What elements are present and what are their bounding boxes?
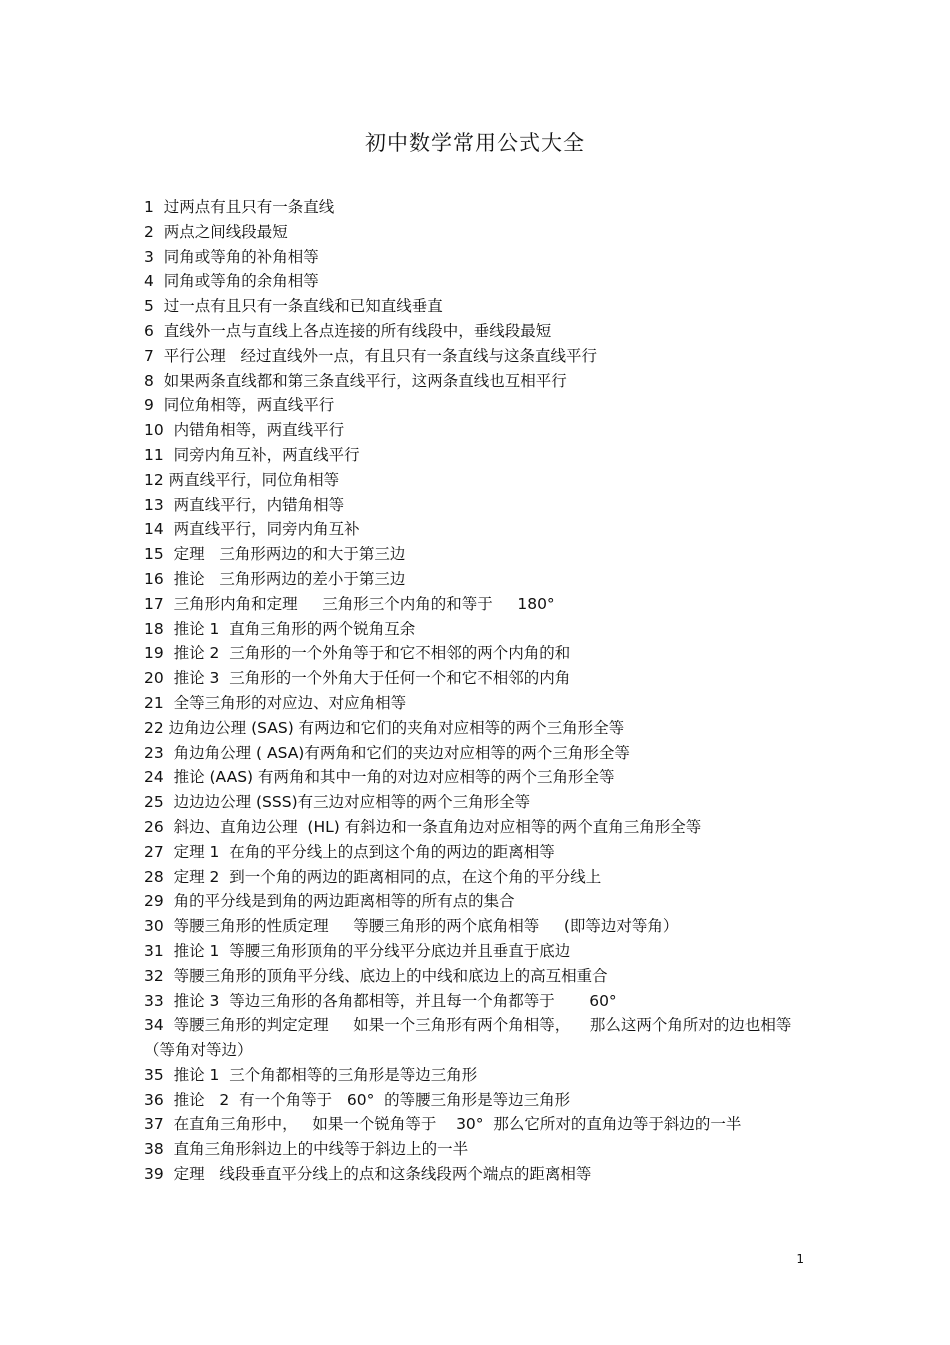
list-item: 33 推论 3 等边三角形的各角都相等，并且每一个角都等于 60° — [144, 991, 617, 1010]
list-item: 26 斜边、直角边公理 (HL) 有斜边和一条直角边对应相等的两个直角三角形全等 — [144, 817, 702, 836]
list-item: 9 同位角相等，两直线平行 — [144, 396, 335, 415]
list-item: 5 过一点有且只有一条直线和已知直线垂直 — [144, 297, 443, 316]
list-item: 25 边边边公理 (SSS)有三边对应相等的两个三角形全等 — [144, 793, 531, 812]
list-item: 38 直角三角形斜边上的中线等于斜边上的一半 — [144, 1140, 469, 1159]
list-item: 22 边角边公理 (SAS) 有两边和它们的夹角对应相等的两个三角形全等 — [144, 718, 625, 737]
list-item: 24 推论 (AAS) 有两角和其中一角的对边对应相等的两个三角形全等 — [144, 768, 615, 787]
list-item: 31 推论 1 等腰三角形顶角的平分线平分底边并且垂直于底边 — [144, 941, 571, 960]
list-item: 6 直线外一点与直线上各点连接的所有线段中，垂线段最短 — [144, 321, 552, 340]
list-item: 18 推论 1 直角三角形的两个锐角互余 — [144, 619, 416, 638]
list-item: 20 推论 3 三角形的一个外角大于任何一个和它不相邻的内角 — [144, 669, 571, 688]
list-item: 8 如果两条直线都和第三条直线平行，这两条直线也互相平行 — [144, 371, 567, 390]
page-number: 1 — [796, 1252, 804, 1266]
list-item: 30 等腰三角形的性质定理 等腰三角形的两个底角相等 (即等边对等角） — [144, 917, 679, 936]
list-item: 7 平行公理 经过直线外一点，有且只有一条直线与这条直线平行 — [144, 346, 597, 365]
list-item: 2 两点之间线段最短 — [144, 222, 288, 241]
list-item: 11 同旁内角互补，两直线平行 — [144, 445, 360, 464]
list-item: 16 推论 三角形两边的差小于第三边 — [144, 569, 406, 588]
list-item: 39 定理 线段垂直平分线上的点和这条线段两个端点的距离相等 — [144, 1165, 592, 1184]
list-item: 13 两直线平行，内错角相等 — [144, 495, 345, 514]
list-item: 1 过两点有且只有一条直线 — [144, 198, 335, 216]
list-item: 15 定理 三角形两边的和大于第三边 — [144, 545, 406, 564]
list-item: 28 定理 2 到一个角的两边的距离相同的点，在这个角的平分线上 — [144, 867, 602, 886]
list-item: 4 同角或等角的余角相等 — [144, 272, 319, 291]
list-item: 35 推论 1 三个角都相等的三角形是等边三角形 — [144, 1065, 478, 1084]
list-item: 14 两直线平行，同旁内角互补 — [144, 520, 360, 539]
list-item: 37 在直角三角形中， 如果一个锐角等于 30° 那么它所对的直角边等于斜边的一半 — [144, 1115, 742, 1134]
list-item: 36 推论 2 有一个角等于 60° 的等腰三角形是等边三角形 — [144, 1090, 571, 1109]
list-item: 12 两直线平行，同位角相等 — [144, 470, 340, 489]
list-item: 10 内错角相等，两直线平行 — [144, 421, 345, 440]
list-item: 21 全等三角形的对应边、对应角相等 — [144, 693, 407, 712]
formula-list — [144, 195, 804, 1187]
list-item: 17 三角形内角和定理 三角形三个内角的和等于 180° — [144, 594, 555, 613]
list-item: 32 等腰三角形的顶角平分线、底边上的中线和底边上的高互相重合 — [144, 966, 608, 985]
list-item: 19 推论 2 三角形的一个外角等于和它不相邻的两个内角的和 — [144, 644, 571, 663]
list-item: 34 等腰三角形的判定定理 如果一个三角形有两个角相等， 那么这两个角所对的边也相等（等角对等边） — [144, 1016, 792, 1060]
document-title: 初中数学常用公式大全 — [365, 131, 585, 155]
list-item: 27 定理 1 在角的平分线上的点到这个角的两边的距离相等 — [144, 842, 555, 861]
list-item: 3 同角或等角的补角相等 — [144, 247, 319, 266]
list-item: 23 角边角公理 ( ASA)有两角和它们的夹边对应相等的两个三角形全等 — [144, 743, 630, 762]
list-item: 29 角的平分线是到角的两边距离相等的所有点的集合 — [144, 892, 515, 911]
